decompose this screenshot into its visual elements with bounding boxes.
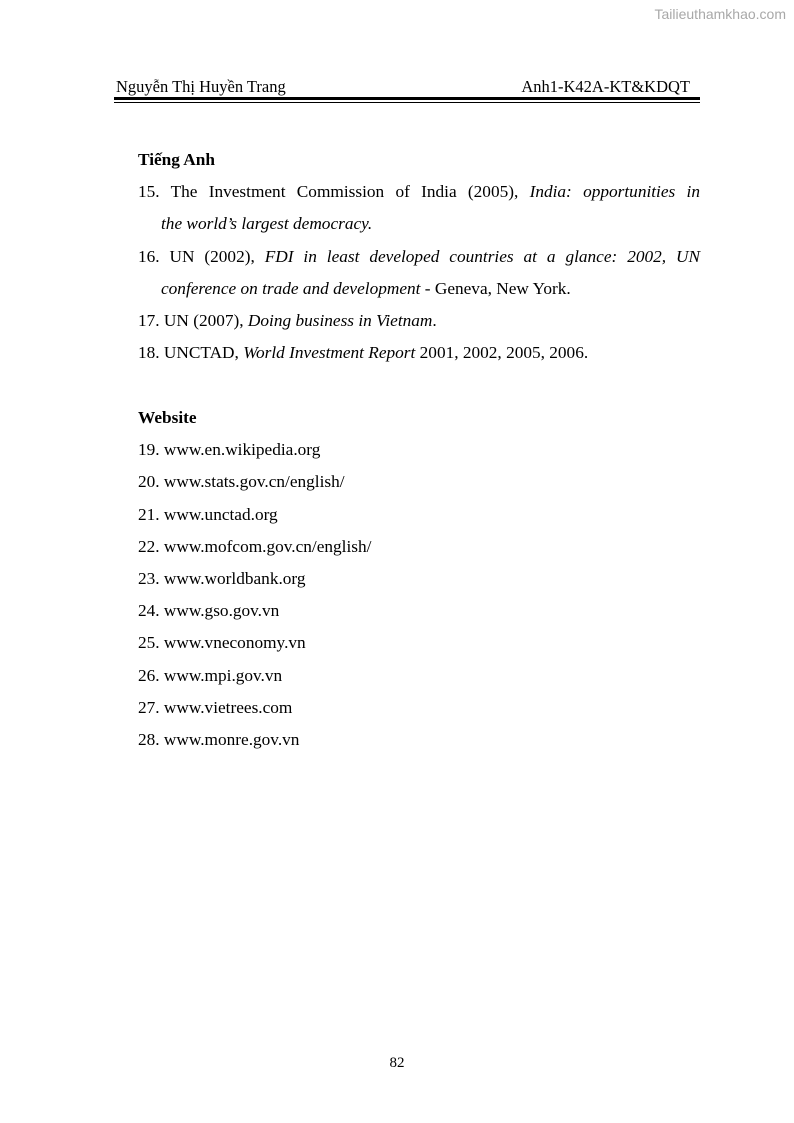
header-rule-thick (114, 97, 700, 100)
section-heading: Tiếng Anh (138, 150, 216, 169)
text-segment: . (432, 311, 437, 330)
reference-entry (138, 505, 700, 525)
header-rule-thin (114, 102, 700, 103)
text-segment: 2001, 2002, 2005, 2006. (415, 343, 589, 363)
text-segment: 20. www.stats.gov.cn/english/ (138, 472, 345, 492)
section-heading: Website (138, 408, 197, 427)
reference-entry (138, 666, 700, 686)
reference-entry (138, 311, 700, 331)
text-segment: 18. UNCTAD, (138, 343, 244, 363)
reference-entry-continuation (161, 214, 700, 234)
italic-title: World Investment Report (243, 343, 416, 363)
text-segment: 23. www.worldbank.org (138, 569, 306, 588)
italic-title: FDI in least developed countries at a glance: 2002, UN (264, 246, 701, 266)
text-segment: 22. www.mofcom.gov.cn/english/ (138, 536, 372, 556)
page-number: 82 (389, 1055, 405, 1071)
italic-title: India: opportunities in (529, 182, 700, 202)
reference-entry (138, 537, 700, 557)
reference-entry (138, 182, 700, 202)
text-segment: 27. www.vietrees.com (138, 697, 293, 717)
reference-entry (138, 569, 700, 589)
reference-entry (138, 730, 700, 750)
text-segment: 24. www.gso.gov.vn (138, 601, 280, 621)
reference-entry (138, 633, 700, 653)
text-segment: 25. www.vneconomy.vn (138, 633, 306, 653)
header-author: Nguyễn Thị Huyền Trang (116, 77, 286, 96)
text-segment: 21. www.unctad.org (138, 504, 278, 524)
text-segment: - Geneva, New York. (420, 278, 571, 298)
text-segment: 15. The Investment Commission of India (2005), (138, 182, 530, 202)
text-segment: 28. www.monre.gov.vn (138, 730, 300, 749)
text-segment: 16. UN (2002), (138, 246, 265, 266)
reference-entry-continuation (161, 279, 700, 299)
reference-entry (138, 472, 700, 492)
text-segment: 19. www.en.wikipedia.org (138, 440, 321, 460)
text-segment: 26. www.mpi.gov.vn (138, 665, 283, 685)
watermark: Tailieuthamkhao.com (654, 6, 786, 22)
text-segment: 17. UN (2007), (138, 311, 248, 330)
header-class-code: Anh1-K42A-KT&KDQT (521, 77, 690, 96)
reference-entry (138, 601, 700, 621)
reference-entry (138, 440, 700, 460)
reference-entry (138, 698, 700, 718)
reference-entry (138, 247, 700, 267)
reference-entry (138, 343, 700, 363)
italic-title: conference on trade and development (161, 278, 421, 298)
italic-title: Doing business in Vietnam (247, 311, 433, 330)
italic-title: the world’s largest democracy. (161, 214, 373, 234)
